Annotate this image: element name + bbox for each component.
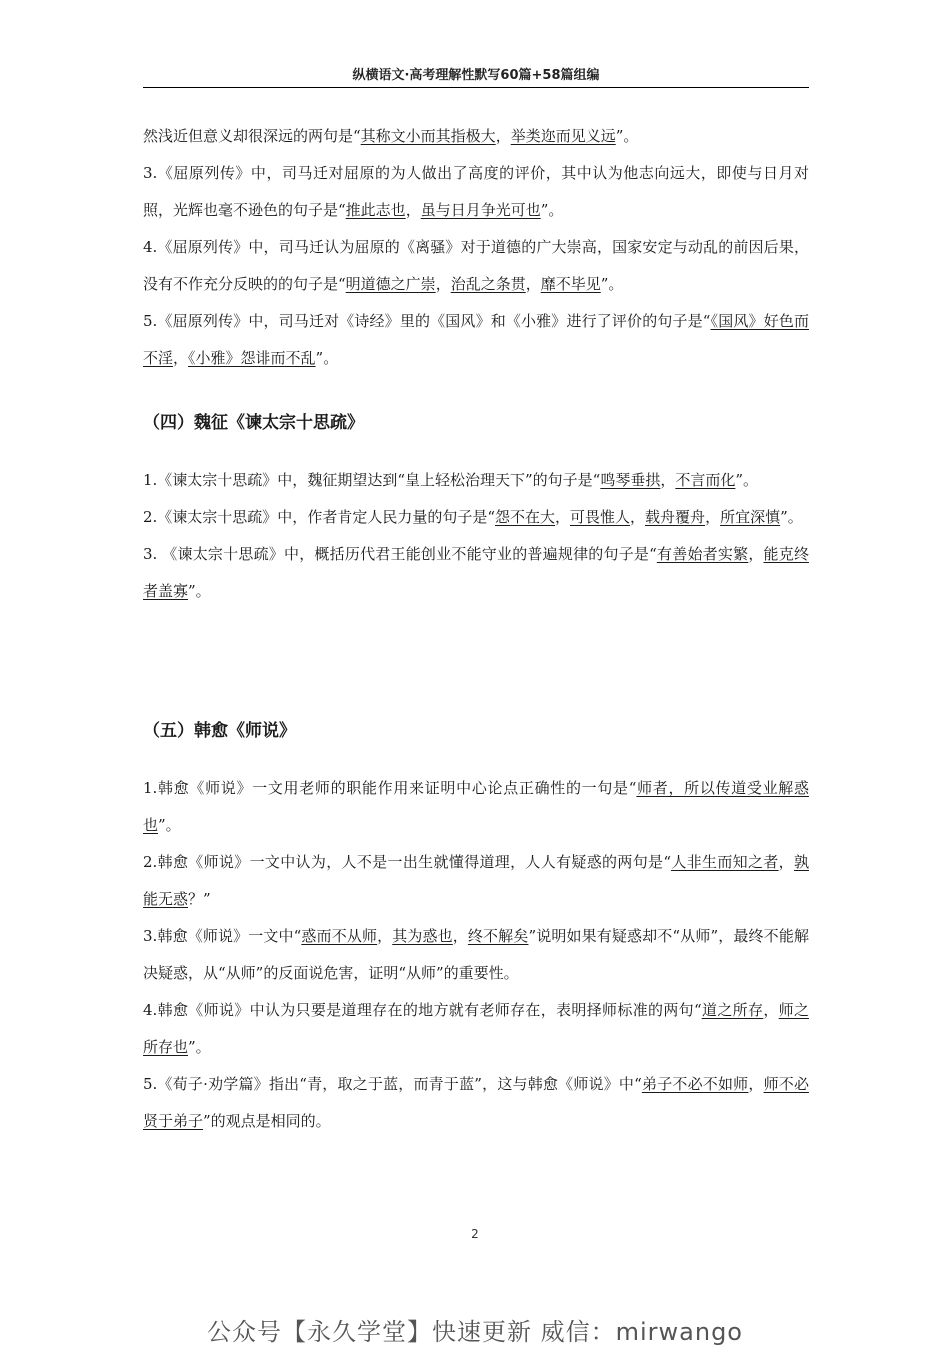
- answer-text: 举类迩而见义远: [510, 127, 616, 145]
- page-number: 2: [471, 1227, 479, 1241]
- text-segment: 1.韩愈《师说》一文用老师的职能作用来证明中心论点正确性的一句是“: [143, 779, 637, 797]
- text-segment: ，: [630, 508, 646, 526]
- answer-text: 能克终者盖寡: [143, 545, 809, 600]
- text-segment: ，: [173, 349, 189, 367]
- text-segment: ”。: [780, 508, 803, 526]
- paragraph: [143, 118, 809, 155]
- text-segment: ，: [660, 471, 676, 489]
- text-segment: ，: [377, 927, 393, 945]
- text-segment: 然浅近但意义却很深远的两句是“: [143, 127, 361, 145]
- paragraph: [143, 303, 809, 377]
- answer-text: 孰能无惑: [143, 853, 809, 908]
- text-segment: ，: [555, 508, 571, 526]
- text-segment: ，: [435, 275, 451, 293]
- answer-text: 终不解矣: [467, 927, 529, 945]
- text-segment: ，: [405, 201, 421, 219]
- text-segment: 1.《谏太宗十思疏》中，魏征期望达到“皇上轻松治理天下”的句子是“: [143, 471, 601, 489]
- answer-text: 其为惑也: [392, 927, 453, 945]
- text-segment: 4.《屈原列传》中，司马迁认为屈原的《离骚》对于道德的广大崇高，国家安定与动乱的前因后果，没有不作充分反映的的句子是“: [143, 238, 809, 293]
- answer-text: 明道德之广崇: [345, 275, 436, 293]
- answer-text: 师之所存也: [143, 1001, 809, 1056]
- text-segment: ”。: [615, 127, 639, 145]
- list-item: [143, 499, 809, 536]
- list-item: [143, 1066, 809, 1140]
- answer-text: 不言而化: [675, 471, 736, 489]
- list-item: [143, 770, 809, 844]
- section-4-items: [143, 462, 809, 610]
- top-block: [143, 118, 809, 377]
- text-segment: 4.韩愈《师说》中认为只要是道理存在的地方就有老师存在，表明择师标准的两句“: [143, 1001, 702, 1019]
- answer-text: 《国风》好色而不淫: [143, 312, 809, 367]
- footer-watermark: 公众号【永久学堂】快速更新 威信：mirwango: [206, 1318, 743, 1346]
- text-segment: ，: [705, 508, 721, 526]
- text-segment: 2.韩愈《师说》一文中认为，人不是一出生就懂得道理，人人有疑惑的两句是“: [143, 853, 672, 871]
- text-segment: ”。: [600, 275, 624, 293]
- text-segment: ”。: [188, 1038, 211, 1056]
- text-segment: ，: [748, 1075, 764, 1093]
- answer-text: 《小雅》怨诽而不乱: [188, 349, 316, 367]
- answer-text: 惑而不从师: [301, 927, 378, 945]
- text-segment: ”说明如果有疑惑却不“从师”，最终不能解决疑惑，从“从师”的反面说危害，证明“从师”的重要性。: [143, 927, 809, 982]
- text-segment: ”。: [158, 816, 181, 834]
- list-item: [143, 536, 809, 610]
- section-title: （五）韩愈《师说》: [143, 721, 296, 741]
- answer-text: 道之所存: [701, 1001, 764, 1019]
- answer-text: 鸣琴垂拱: [600, 471, 661, 489]
- text-segment: 3.《屈原列传》中，司马迁对屈原的为人做出了高度的评价，其中认为他志向远大，即使与日月对照，光辉也毫不逊色的句子是“: [143, 164, 809, 219]
- answer-text: 推此志也: [345, 201, 406, 219]
- section-title: （四）魏征《谏太宗十思疏》: [143, 413, 364, 433]
- answer-text: 弟子不必不如师: [641, 1075, 749, 1093]
- paragraph: [143, 155, 809, 229]
- text-segment: 5.《屈原列传》中，司马迁对《诗经》里的《国风》和《小雅》进行了评价的句子是“: [143, 312, 711, 330]
- answer-text: 载舟覆舟: [645, 508, 706, 526]
- text-segment: ”。: [188, 582, 211, 600]
- text-segment: ？”: [188, 890, 211, 908]
- text-segment: ，: [525, 275, 541, 293]
- section-5-items: [143, 770, 809, 1140]
- answer-text: 虽与日月争光可也: [420, 201, 541, 219]
- list-item: [143, 462, 809, 499]
- answer-text: 人非生而知之者: [671, 853, 779, 871]
- text-segment: ”。: [540, 201, 564, 219]
- text-segment: ”。: [315, 349, 339, 367]
- text-segment: ”。: [735, 471, 759, 489]
- answer-text: 师者，所以传道受业解惑也: [143, 779, 809, 834]
- text-segment: ，: [778, 853, 794, 871]
- text-segment: ，: [763, 1001, 779, 1019]
- text-segment: ，: [748, 545, 764, 563]
- text-segment: 3.韩愈《师说》一文中“: [143, 927, 302, 945]
- paragraph: [143, 229, 809, 303]
- answer-text: 有善始者实繁: [656, 545, 749, 563]
- answer-text: 其称文小而其指极大: [360, 127, 496, 145]
- text-segment: ”的观点是相同的。: [203, 1112, 331, 1130]
- list-item: [143, 992, 809, 1066]
- answer-text: 怨不在大: [494, 508, 555, 526]
- text-segment: ，: [495, 127, 511, 145]
- text-segment: 5.《荀子·劝学篇》指出“青，取之于蓝，而青于蓝”，这与韩愈《师说》中“: [143, 1075, 642, 1093]
- page-header: 纵横语文·高考理解性默写60篇+58篇组编: [143, 64, 809, 88]
- answer-text: 可畏惟人: [570, 508, 631, 526]
- text-segment: ，: [452, 927, 468, 945]
- answer-text: 师不必贤于弟子: [143, 1075, 809, 1130]
- answer-text: 所宜深慎: [720, 508, 781, 526]
- answer-text: 靡不毕见: [540, 275, 601, 293]
- text-segment: 3. 《谏太宗十思疏》中，概括历代君王能创业不能守业的普遍规律的句子是“: [143, 545, 657, 563]
- answer-text: 治乱之条贯: [450, 275, 526, 293]
- list-item: [143, 844, 809, 918]
- list-item: [143, 918, 809, 992]
- text-segment: 2.《谏太宗十思疏》中，作者肯定人民力量的句子是“: [143, 508, 495, 526]
